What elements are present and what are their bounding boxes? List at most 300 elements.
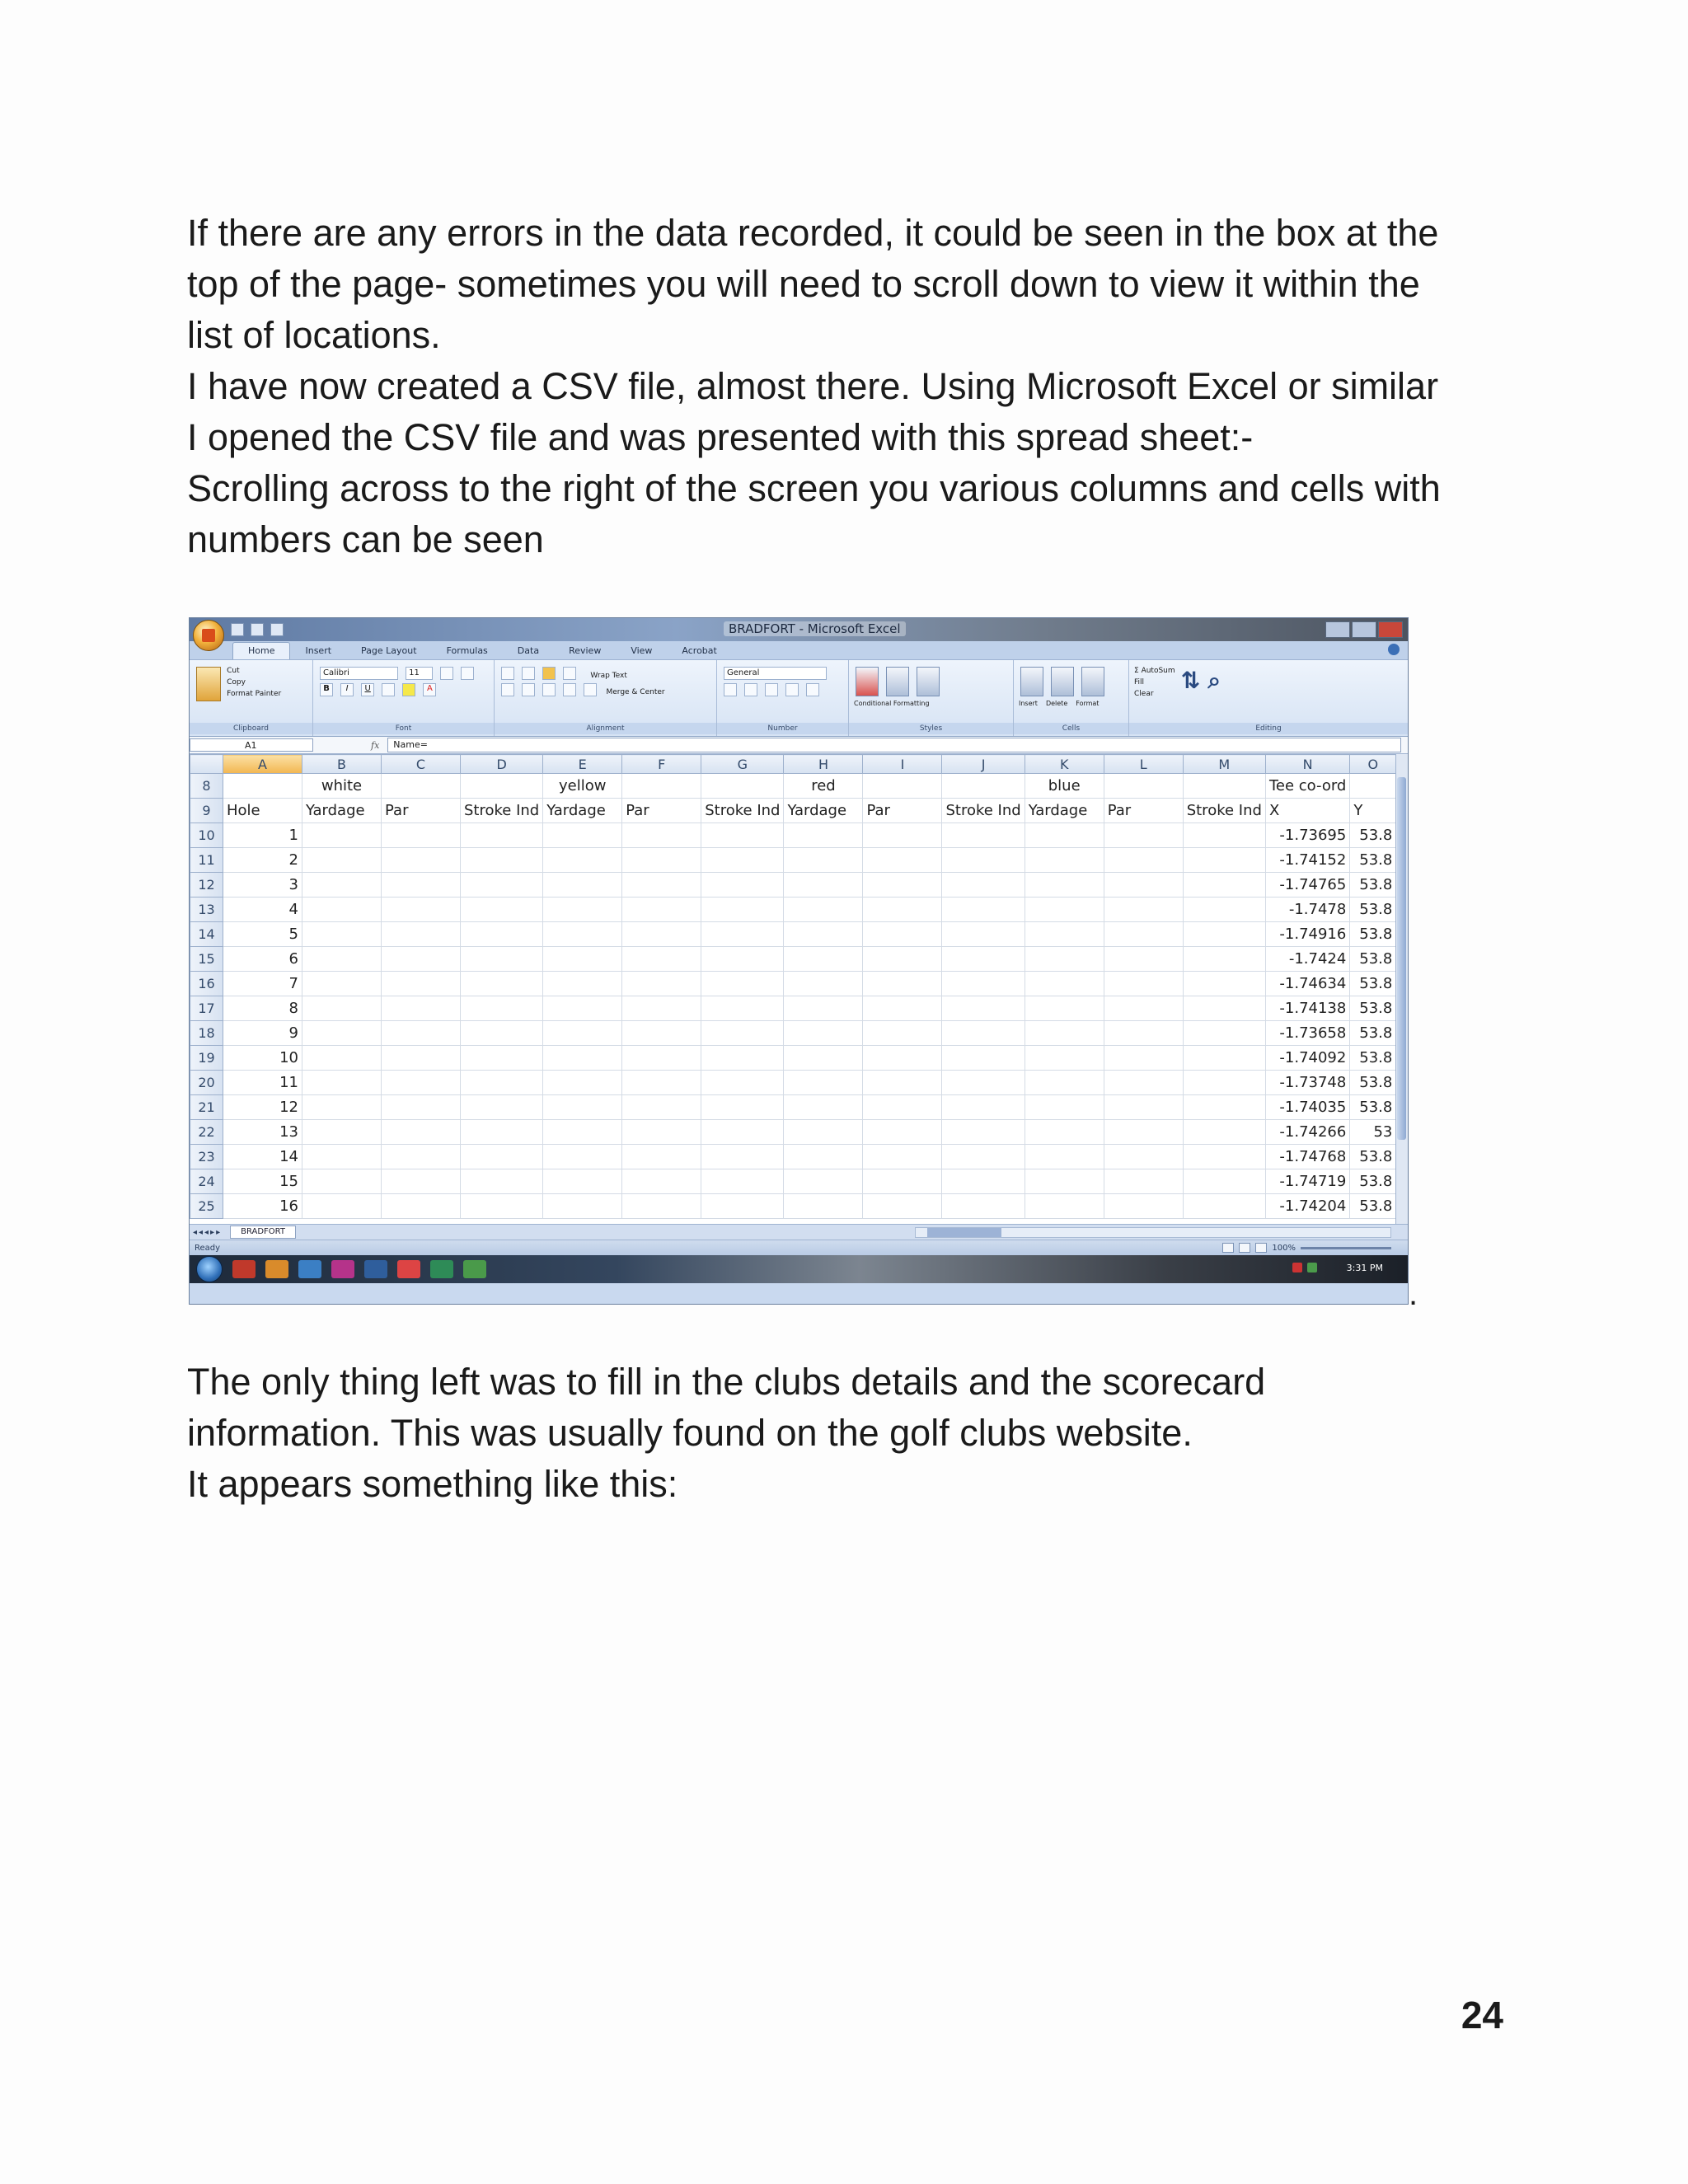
cell[interactable] [461,1021,543,1046]
cell[interactable]: Stroke Ind [1183,799,1265,823]
minimize-button[interactable] [1325,621,1350,638]
sheet-nav-arrows[interactable]: ◂◂◂▸▸ [193,1227,223,1237]
cell[interactable] [543,823,622,848]
ie-taskbar-icon[interactable] [298,1260,321,1278]
tray-alert-icon[interactable] [1292,1263,1302,1272]
format-as-table-button[interactable] [886,667,909,696]
row-header[interactable]: 10 [190,823,223,848]
horizontal-scrollbar[interactable] [915,1227,1391,1238]
cell[interactable] [1025,996,1104,1021]
vertical-scrollbar[interactable] [1395,754,1408,1224]
cell[interactable] [942,1021,1025,1046]
cell[interactable] [942,873,1025,898]
maximize-button[interactable] [1352,621,1376,638]
row-header[interactable]: 22 [190,1120,223,1145]
cell[interactable]: Stroke Ind [461,799,543,823]
redo-icon[interactable] [270,623,284,636]
tab-data[interactable]: Data [517,645,540,656]
cell[interactable] [1025,1145,1104,1169]
italic-button[interactable]: I [340,683,354,696]
comma-icon[interactable] [765,683,778,696]
cell[interactable]: 53.8 [1350,996,1396,1021]
font-name-select[interactable]: Calibri [320,667,398,680]
cell[interactable]: 53.8 [1350,1046,1396,1071]
orientation-icon[interactable] [563,667,576,680]
column-header[interactable]: H [784,755,863,774]
cell[interactable] [622,1046,701,1071]
cell[interactable] [1183,898,1265,922]
cell[interactable] [461,972,543,996]
cell[interactable] [701,1095,784,1120]
page-layout-view-icon[interactable] [1239,1243,1250,1253]
cell[interactable] [302,922,382,947]
cell[interactable]: 53.8 [1350,922,1396,947]
cell[interactable] [622,1095,701,1120]
currency-icon[interactable] [724,683,737,696]
paste-button[interactable] [196,667,221,701]
cell[interactable]: 4 [223,898,302,922]
app-taskbar-icon[interactable] [397,1260,420,1278]
horizontal-scroll-thumb[interactable] [927,1228,1001,1237]
cell[interactable] [302,823,382,848]
cell[interactable] [1183,1046,1265,1071]
cell[interactable] [1025,1071,1104,1095]
column-header[interactable]: F [622,755,701,774]
decrease-indent-icon[interactable] [563,683,576,696]
cell[interactable] [382,1169,461,1194]
cell[interactable]: Par [1104,799,1183,823]
column-header[interactable]: K [1025,755,1104,774]
cell[interactable]: Stroke Ind [701,799,784,823]
cell[interactable]: 9 [223,1021,302,1046]
cell[interactable]: Yardage [302,799,382,823]
cell[interactable] [863,1095,942,1120]
cell[interactable] [1104,848,1183,873]
cell[interactable]: X [1265,799,1349,823]
cell[interactable]: 1 [223,823,302,848]
cell[interactable] [1104,972,1183,996]
conditional-formatting-button[interactable] [856,667,879,696]
zoom-slider[interactable] [1301,1247,1391,1249]
cell[interactable] [1104,898,1183,922]
cell[interactable] [1104,1120,1183,1145]
cell[interactable] [784,823,863,848]
format-cells-button[interactable] [1081,667,1104,696]
cell[interactable] [1183,1095,1265,1120]
cell[interactable]: Yardage [784,799,863,823]
row-header[interactable]: 18 [190,1021,223,1046]
cell[interactable] [1104,947,1183,972]
cell[interactable] [1183,823,1265,848]
cell[interactable] [622,1071,701,1095]
name-box[interactable]: A1 [190,738,313,752]
cell[interactable] [784,922,863,947]
cell[interactable] [784,1194,863,1219]
cell[interactable] [543,1120,622,1145]
cell[interactable] [1025,1194,1104,1219]
cell[interactable] [1183,922,1265,947]
cell[interactable] [543,848,622,873]
align-top-icon[interactable] [501,667,514,680]
cell[interactable] [461,1071,543,1095]
column-header[interactable]: D [461,755,543,774]
row-header[interactable]: 23 [190,1145,223,1169]
cell[interactable] [863,1120,942,1145]
column-header[interactable]: G [701,755,784,774]
cell[interactable] [784,848,863,873]
cell[interactable]: 3 [223,873,302,898]
cell[interactable]: 53.8 [1350,823,1396,848]
cell[interactable] [1104,1169,1183,1194]
page-break-view-icon[interactable] [1255,1243,1267,1253]
cell[interactable] [543,898,622,922]
cell[interactable] [863,972,942,996]
cell[interactable] [942,1046,1025,1071]
cell[interactable]: 53.8 [1350,1021,1396,1046]
underline-button[interactable]: U [361,683,374,696]
cell[interactable] [1025,1169,1104,1194]
cell[interactable] [1025,922,1104,947]
format-painter-button[interactable]: Format Painter [227,690,282,698]
cell[interactable] [622,898,701,922]
cell[interactable]: -1.73748 [1265,1071,1349,1095]
cell[interactable] [302,1194,382,1219]
cell[interactable] [942,1120,1025,1145]
cell[interactable] [701,1120,784,1145]
cell[interactable] [942,996,1025,1021]
cell[interactable] [543,1194,622,1219]
cell[interactable]: 16 [223,1194,302,1219]
column-header[interactable]: E [543,755,622,774]
cell[interactable] [622,873,701,898]
cell[interactable] [863,1145,942,1169]
fx-icon[interactable]: fx [371,739,380,751]
cell[interactable]: Yardage [543,799,622,823]
cell[interactable]: 53.8 [1350,1194,1396,1219]
cell[interactable]: 15 [223,1169,302,1194]
cell[interactable] [543,1046,622,1071]
cell[interactable] [1183,848,1265,873]
cell[interactable]: 53.8 [1350,848,1396,873]
cell[interactable] [701,848,784,873]
increase-decimal-icon[interactable] [785,683,799,696]
cell[interactable]: 12 [223,1095,302,1120]
tab-formulas[interactable]: Formulas [446,645,488,656]
cell[interactable] [461,1046,543,1071]
cell[interactable] [302,848,382,873]
cell[interactable]: Hole [223,799,302,823]
insert-cells-button[interactable] [1020,667,1043,696]
row-header[interactable]: 11 [190,848,223,873]
cell[interactable]: Par [863,799,942,823]
row-header[interactable]: 24 [190,1169,223,1194]
align-left-icon[interactable] [501,683,514,696]
column-header[interactable]: B [302,755,382,774]
cell[interactable] [382,1194,461,1219]
cell[interactable] [382,1095,461,1120]
cell[interactable] [543,1145,622,1169]
cell[interactable] [1025,848,1104,873]
cell[interactable] [302,996,382,1021]
cell[interactable]: 13 [223,1120,302,1145]
font-size-select[interactable]: 11 [406,667,433,680]
cell[interactable] [784,898,863,922]
row-header[interactable]: 16 [190,972,223,996]
cell[interactable]: white [302,774,382,799]
cell[interactable] [942,922,1025,947]
row-header[interactable]: 13 [190,898,223,922]
row-header[interactable]: 15 [190,947,223,972]
cell[interactable] [1183,1120,1265,1145]
cell[interactable] [1183,1194,1265,1219]
cell[interactable] [1025,1120,1104,1145]
fill-color-icon[interactable] [402,683,415,696]
cell[interactable]: Par [622,799,701,823]
cell[interactable] [1104,873,1183,898]
cell[interactable] [622,972,701,996]
cell[interactable]: 5 [223,922,302,947]
cell[interactable] [784,972,863,996]
fill-button[interactable]: Fill [1134,678,1145,687]
cell[interactable] [302,1169,382,1194]
cell[interactable] [461,823,543,848]
office-button[interactable] [193,620,224,651]
cell[interactable] [461,947,543,972]
cell[interactable]: 10 [223,1046,302,1071]
cell[interactable] [382,774,461,799]
cell[interactable] [461,996,543,1021]
excel-taskbar-icon[interactable] [430,1260,453,1278]
cell[interactable] [543,1169,622,1194]
cell[interactable] [784,947,863,972]
cell[interactable] [302,1095,382,1120]
cell[interactable]: 53.8 [1350,1145,1396,1169]
align-right-icon[interactable] [542,683,556,696]
cell[interactable] [1350,774,1396,799]
cell[interactable] [1104,1145,1183,1169]
align-middle-icon[interactable] [522,667,535,680]
cell[interactable] [701,1194,784,1219]
close-button[interactable] [1378,621,1403,638]
sort-filter-icon[interactable]: ⇅ [1180,667,1201,694]
cell[interactable] [622,1169,701,1194]
cell[interactable] [784,1095,863,1120]
cell[interactable] [942,1169,1025,1194]
start-button[interactable] [196,1256,223,1282]
cell[interactable] [1183,1071,1265,1095]
cell[interactable] [863,873,942,898]
cell[interactable] [622,774,701,799]
tab-home[interactable]: Home [232,642,290,659]
cell[interactable] [461,1095,543,1120]
row-header[interactable]: 20 [190,1071,223,1095]
cell[interactable] [863,947,942,972]
cell[interactable] [543,873,622,898]
cell[interactable]: -1.74204 [1265,1194,1349,1219]
cell[interactable] [1025,898,1104,922]
find-select-icon[interactable]: ⌕ [1207,667,1221,694]
explorer-taskbar-icon[interactable] [364,1260,387,1278]
cell[interactable] [942,823,1025,848]
cell[interactable] [302,873,382,898]
vertical-scroll-thumb[interactable] [1397,777,1406,1140]
cell[interactable] [302,1046,382,1071]
cell[interactable] [543,1071,622,1095]
cell[interactable] [863,922,942,947]
clear-button[interactable]: Clear [1134,690,1154,698]
cell[interactable] [1104,922,1183,947]
cell[interactable] [701,947,784,972]
cell[interactable] [1183,873,1265,898]
autosum-button[interactable]: Σ AutoSum [1134,667,1175,675]
cell[interactable] [701,823,784,848]
cell[interactable] [942,947,1025,972]
cell[interactable] [543,1021,622,1046]
cell[interactable] [701,1169,784,1194]
grow-font-icon[interactable] [440,667,453,680]
cell[interactable] [1183,1145,1265,1169]
cell[interactable]: -1.74266 [1265,1120,1349,1145]
cell[interactable] [382,1046,461,1071]
cell[interactable] [622,1145,701,1169]
cell[interactable]: 53.8 [1350,972,1396,996]
cell[interactable]: 14 [223,1145,302,1169]
tab-view[interactable]: View [631,645,653,656]
cell[interactable] [382,1120,461,1145]
column-header[interactable]: I [863,755,942,774]
formula-input[interactable]: Name= [387,738,1401,752]
cell[interactable] [461,774,543,799]
cell[interactable] [942,1071,1025,1095]
cell[interactable]: -1.73695 [1265,823,1349,848]
cell[interactable] [543,947,622,972]
cell[interactable] [942,774,1025,799]
cell[interactable] [942,848,1025,873]
column-header[interactable]: A [223,755,302,774]
cell[interactable] [701,996,784,1021]
cell[interactable] [863,996,942,1021]
cell[interactable] [622,1120,701,1145]
row-header[interactable]: 12 [190,873,223,898]
cell[interactable] [701,1021,784,1046]
cell[interactable] [622,1021,701,1046]
cell[interactable] [942,1095,1025,1120]
normal-view-icon[interactable] [1222,1243,1234,1253]
cell[interactable] [1025,823,1104,848]
cell[interactable] [784,1145,863,1169]
cell[interactable] [701,972,784,996]
shrink-font-icon[interactable] [461,667,474,680]
cell[interactable] [942,972,1025,996]
cell[interactable]: -1.74719 [1265,1169,1349,1194]
cell[interactable]: Yardage [1025,799,1104,823]
cell[interactable] [223,774,302,799]
cell[interactable] [1025,972,1104,996]
cell[interactable] [382,922,461,947]
increase-indent-icon[interactable] [584,683,597,696]
cell[interactable] [863,1194,942,1219]
cell[interactable]: 53.8 [1350,873,1396,898]
cell[interactable]: -1.7424 [1265,947,1349,972]
cut-button[interactable]: Cut [227,667,240,675]
cell[interactable] [1025,873,1104,898]
cell[interactable] [382,848,461,873]
firefox-taskbar-icon[interactable] [265,1260,288,1278]
align-center-icon[interactable] [522,683,535,696]
cell[interactable] [461,1145,543,1169]
cell[interactable]: 53.8 [1350,898,1396,922]
cell[interactable]: -1.7478 [1265,898,1349,922]
cell[interactable]: -1.74768 [1265,1145,1349,1169]
cell[interactable] [382,947,461,972]
media-taskbar-icon[interactable] [331,1260,354,1278]
cell[interactable] [701,1145,784,1169]
cell[interactable]: -1.74634 [1265,972,1349,996]
cell[interactable]: -1.73658 [1265,1021,1349,1046]
copy-button[interactable]: Copy [227,678,246,687]
cell[interactable] [701,774,784,799]
cell[interactable]: Y [1350,799,1396,823]
cell[interactable] [302,947,382,972]
cell[interactable]: 6 [223,947,302,972]
number-format-select[interactable]: General [724,667,827,680]
cell[interactable]: 53.8 [1350,947,1396,972]
cell[interactable]: blue [1025,774,1104,799]
cell[interactable]: -1.74035 [1265,1095,1349,1120]
sheet-tab[interactable]: BRADFORT [230,1226,296,1239]
cell[interactable] [382,823,461,848]
cell[interactable] [543,996,622,1021]
cell[interactable] [942,1194,1025,1219]
cell[interactable] [701,898,784,922]
cell[interactable] [622,922,701,947]
cell[interactable] [1183,774,1265,799]
cell[interactable] [382,1021,461,1046]
cell[interactable] [622,848,701,873]
column-header[interactable]: O [1350,755,1396,774]
cell[interactable] [461,848,543,873]
cell[interactable] [1104,1071,1183,1095]
cell[interactable] [302,1071,382,1095]
cell[interactable] [784,996,863,1021]
percent-icon[interactable] [744,683,757,696]
cell[interactable] [461,898,543,922]
cell[interactable] [942,898,1025,922]
row-header[interactable]: 17 [190,996,223,1021]
cell[interactable] [382,1071,461,1095]
cell[interactable] [784,1120,863,1145]
cell[interactable] [1104,1194,1183,1219]
cell[interactable] [461,1194,543,1219]
cell[interactable] [701,1046,784,1071]
cell[interactable]: -1.74138 [1265,996,1349,1021]
cell[interactable] [1183,996,1265,1021]
cell[interactable]: -1.74916 [1265,922,1349,947]
cell[interactable] [382,898,461,922]
save-icon[interactable] [231,623,244,636]
cell[interactable] [863,848,942,873]
tab-page-layout[interactable]: Page Layout [361,645,417,656]
cell[interactable] [1104,774,1183,799]
decrease-decimal-icon[interactable] [806,683,819,696]
cell[interactable] [1183,947,1265,972]
acrobat-taskbar-icon[interactable] [232,1260,256,1278]
cell[interactable] [302,972,382,996]
undo-icon[interactable] [251,623,264,636]
cell[interactable] [863,1071,942,1095]
help-icon[interactable] [1388,644,1400,655]
cell[interactable] [461,922,543,947]
